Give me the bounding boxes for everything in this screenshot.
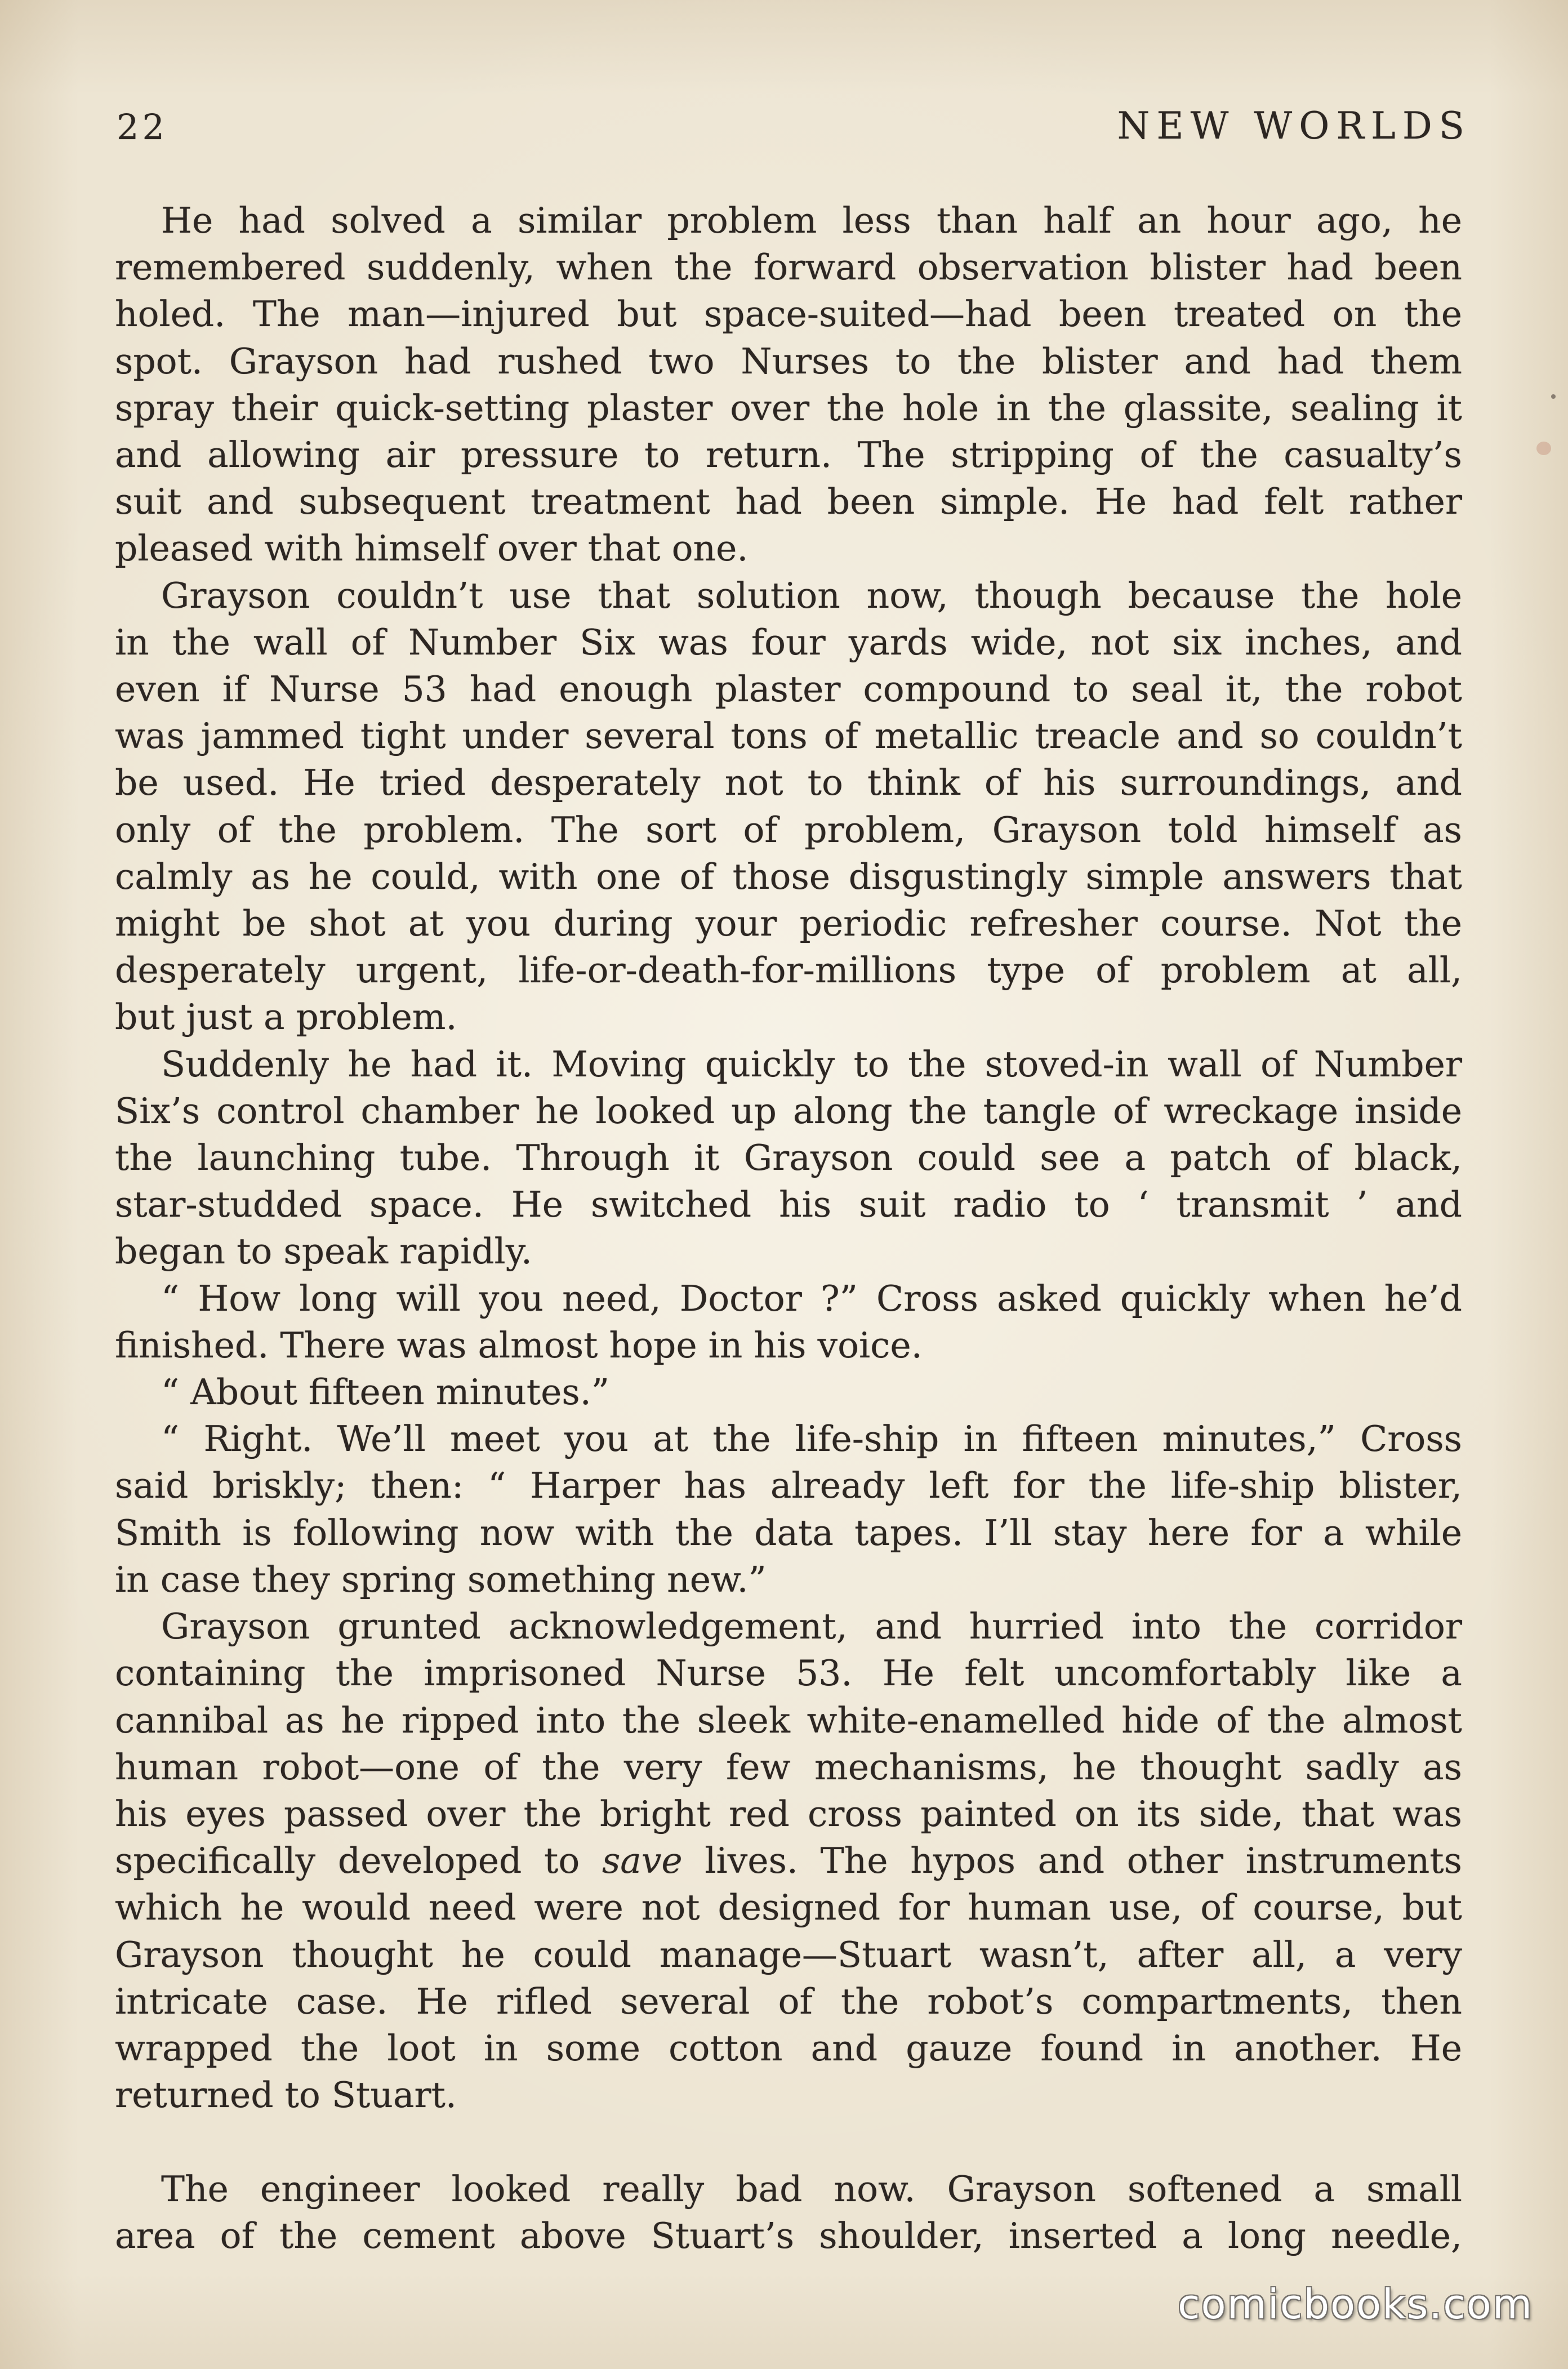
text-line: Grayson thought he could manage—Stuart wasn’t, after all, a very xyxy=(115,1934,1462,1975)
text-line: calmly as he could, with one of those disgustingly simple answers that xyxy=(115,856,1462,897)
paper-stain xyxy=(1536,442,1551,455)
text-line: wrapped the loot in some cotton and gauze found in another. He xyxy=(115,2027,1462,2069)
italic-text: save xyxy=(602,1840,683,1882)
text-line: his eyes passed over the bright red cross painted on its side, that was xyxy=(115,1793,1462,1834)
paragraph xyxy=(115,197,1462,572)
page-number: 22 xyxy=(117,106,168,148)
text-line: might be shot at you during your periodic refresher course. Not the xyxy=(115,903,1462,945)
text-line: cannibal as he ripped into the sleek white-enamelled hide of the almost xyxy=(115,1699,1462,1741)
text-line: suit and subsequent treatment had been simple. He had felt rather xyxy=(115,481,1462,523)
text-line: Grayson grunted acknowledgement, and hurried into the corridor xyxy=(161,1606,1462,1647)
text-line: “ About fifteen minutes.” xyxy=(161,1371,609,1413)
text-line: and allowing air pressure to return. The stripping of the casualty’s xyxy=(115,434,1462,476)
text-line: pleased with himself over that one. xyxy=(115,528,749,569)
text-line: remembered suddenly, when the forward observation blister had been xyxy=(115,247,1462,288)
text-section xyxy=(115,197,1462,2118)
text-line: spot. Grayson had rushed two Nurses to the blister and had them xyxy=(115,340,1462,382)
text-line: human robot—one of the very few mechanisms, he thought sadly as xyxy=(115,1746,1462,1788)
text-line: intricate case. He rifled several of the robot’s compartments, then xyxy=(115,1980,1462,2022)
paper-speck xyxy=(1551,394,1556,399)
text-line xyxy=(115,1837,1462,1884)
text-line: “ Right. We’ll meet you at the life-ship in fifteen minutes,” Cross xyxy=(161,1418,1462,1460)
text-line: which he would need were not designed for human use, of course, but xyxy=(115,1887,1462,1929)
text-line: holed. The man—injured but space-suited—had been treated on the xyxy=(115,293,1462,335)
text-line: Suddenly he had it. Moving quickly to the stoved-in wall of Number xyxy=(161,1043,1462,1085)
text-line: in the wall of Number Six was four yards wide, not six inches, and xyxy=(115,621,1462,663)
paragraph xyxy=(115,1041,1462,1275)
text-line: Six’s control chamber he looked up along the tangle of wreckage inside xyxy=(115,1090,1462,1132)
text-line: only of the problem. The sort of problem, Grayson told himself as xyxy=(115,809,1462,850)
text-line: “ How long will you need, Doctor ?” Cross asked quickly when he’d xyxy=(161,1277,1462,1319)
paragraph xyxy=(115,1275,1462,1369)
text-line: be used. He tried desperately not to think of his surroundings, and xyxy=(115,762,1462,804)
text-run: lives. The hypos and other instruments xyxy=(682,1840,1462,1882)
paragraph xyxy=(115,1415,1462,1603)
text-line: but just a problem. xyxy=(115,996,457,1038)
text-line: desperately urgent, life-or-death-for-millions type of problem at all, xyxy=(115,950,1462,991)
text-line: containing the imprisoned Nurse 53. He felt uncomfortably like a xyxy=(115,1653,1462,1694)
text-line: the launching tube. Through it Grayson could see a patch of black, xyxy=(115,1137,1462,1179)
text-line: The engineer looked really bad now. Grayson softened a small xyxy=(161,2168,1462,2210)
text-line: said briskly; then: “ Harper has already left for the life-ship blister, xyxy=(115,1465,1462,1507)
article-body xyxy=(115,197,1462,2259)
text-section xyxy=(115,2166,1462,2259)
text-line: spray their quick-setting plaster over the hole in the glassite, sealing it xyxy=(115,387,1462,429)
paragraph xyxy=(115,1369,1462,1415)
text-line: Smith is following now with the data tapes. I’ll stay here for a while xyxy=(115,1512,1462,1553)
watermark: comicbooks.com xyxy=(1177,2281,1533,2328)
text-line: was jammed tight under several tons of metallic treacle and so couldn’t xyxy=(115,715,1462,757)
text-line: finished. There was almost hope in his voice. xyxy=(115,1324,923,1366)
text-line: began to speak rapidly. xyxy=(115,1231,532,1272)
paragraph xyxy=(115,2166,1462,2259)
text-line: area of the cement above Stuart’s shoulder, inserted a long needle, xyxy=(115,2215,1462,2256)
text-line: in case they spring something new.” xyxy=(115,1558,767,1600)
paragraph xyxy=(115,572,1462,1041)
text-line: even if Nurse 53 had enough plaster compound to seal it, the robot xyxy=(115,669,1462,710)
text-line: returned to Stuart. xyxy=(115,2074,457,2116)
text-line: star-studded space. He switched his suit radio to ‘ transmit ’ and xyxy=(115,1184,1462,1226)
text-line: Grayson couldn’t use that solution now, though because the hole xyxy=(161,575,1462,616)
text-run: specifically developed to xyxy=(115,1840,602,1882)
text-line: He had solved a similar problem less than half an hour ago, he xyxy=(161,200,1462,241)
running-title: NEW WORLDS xyxy=(1117,104,1471,148)
paragraph xyxy=(115,1603,1462,2118)
